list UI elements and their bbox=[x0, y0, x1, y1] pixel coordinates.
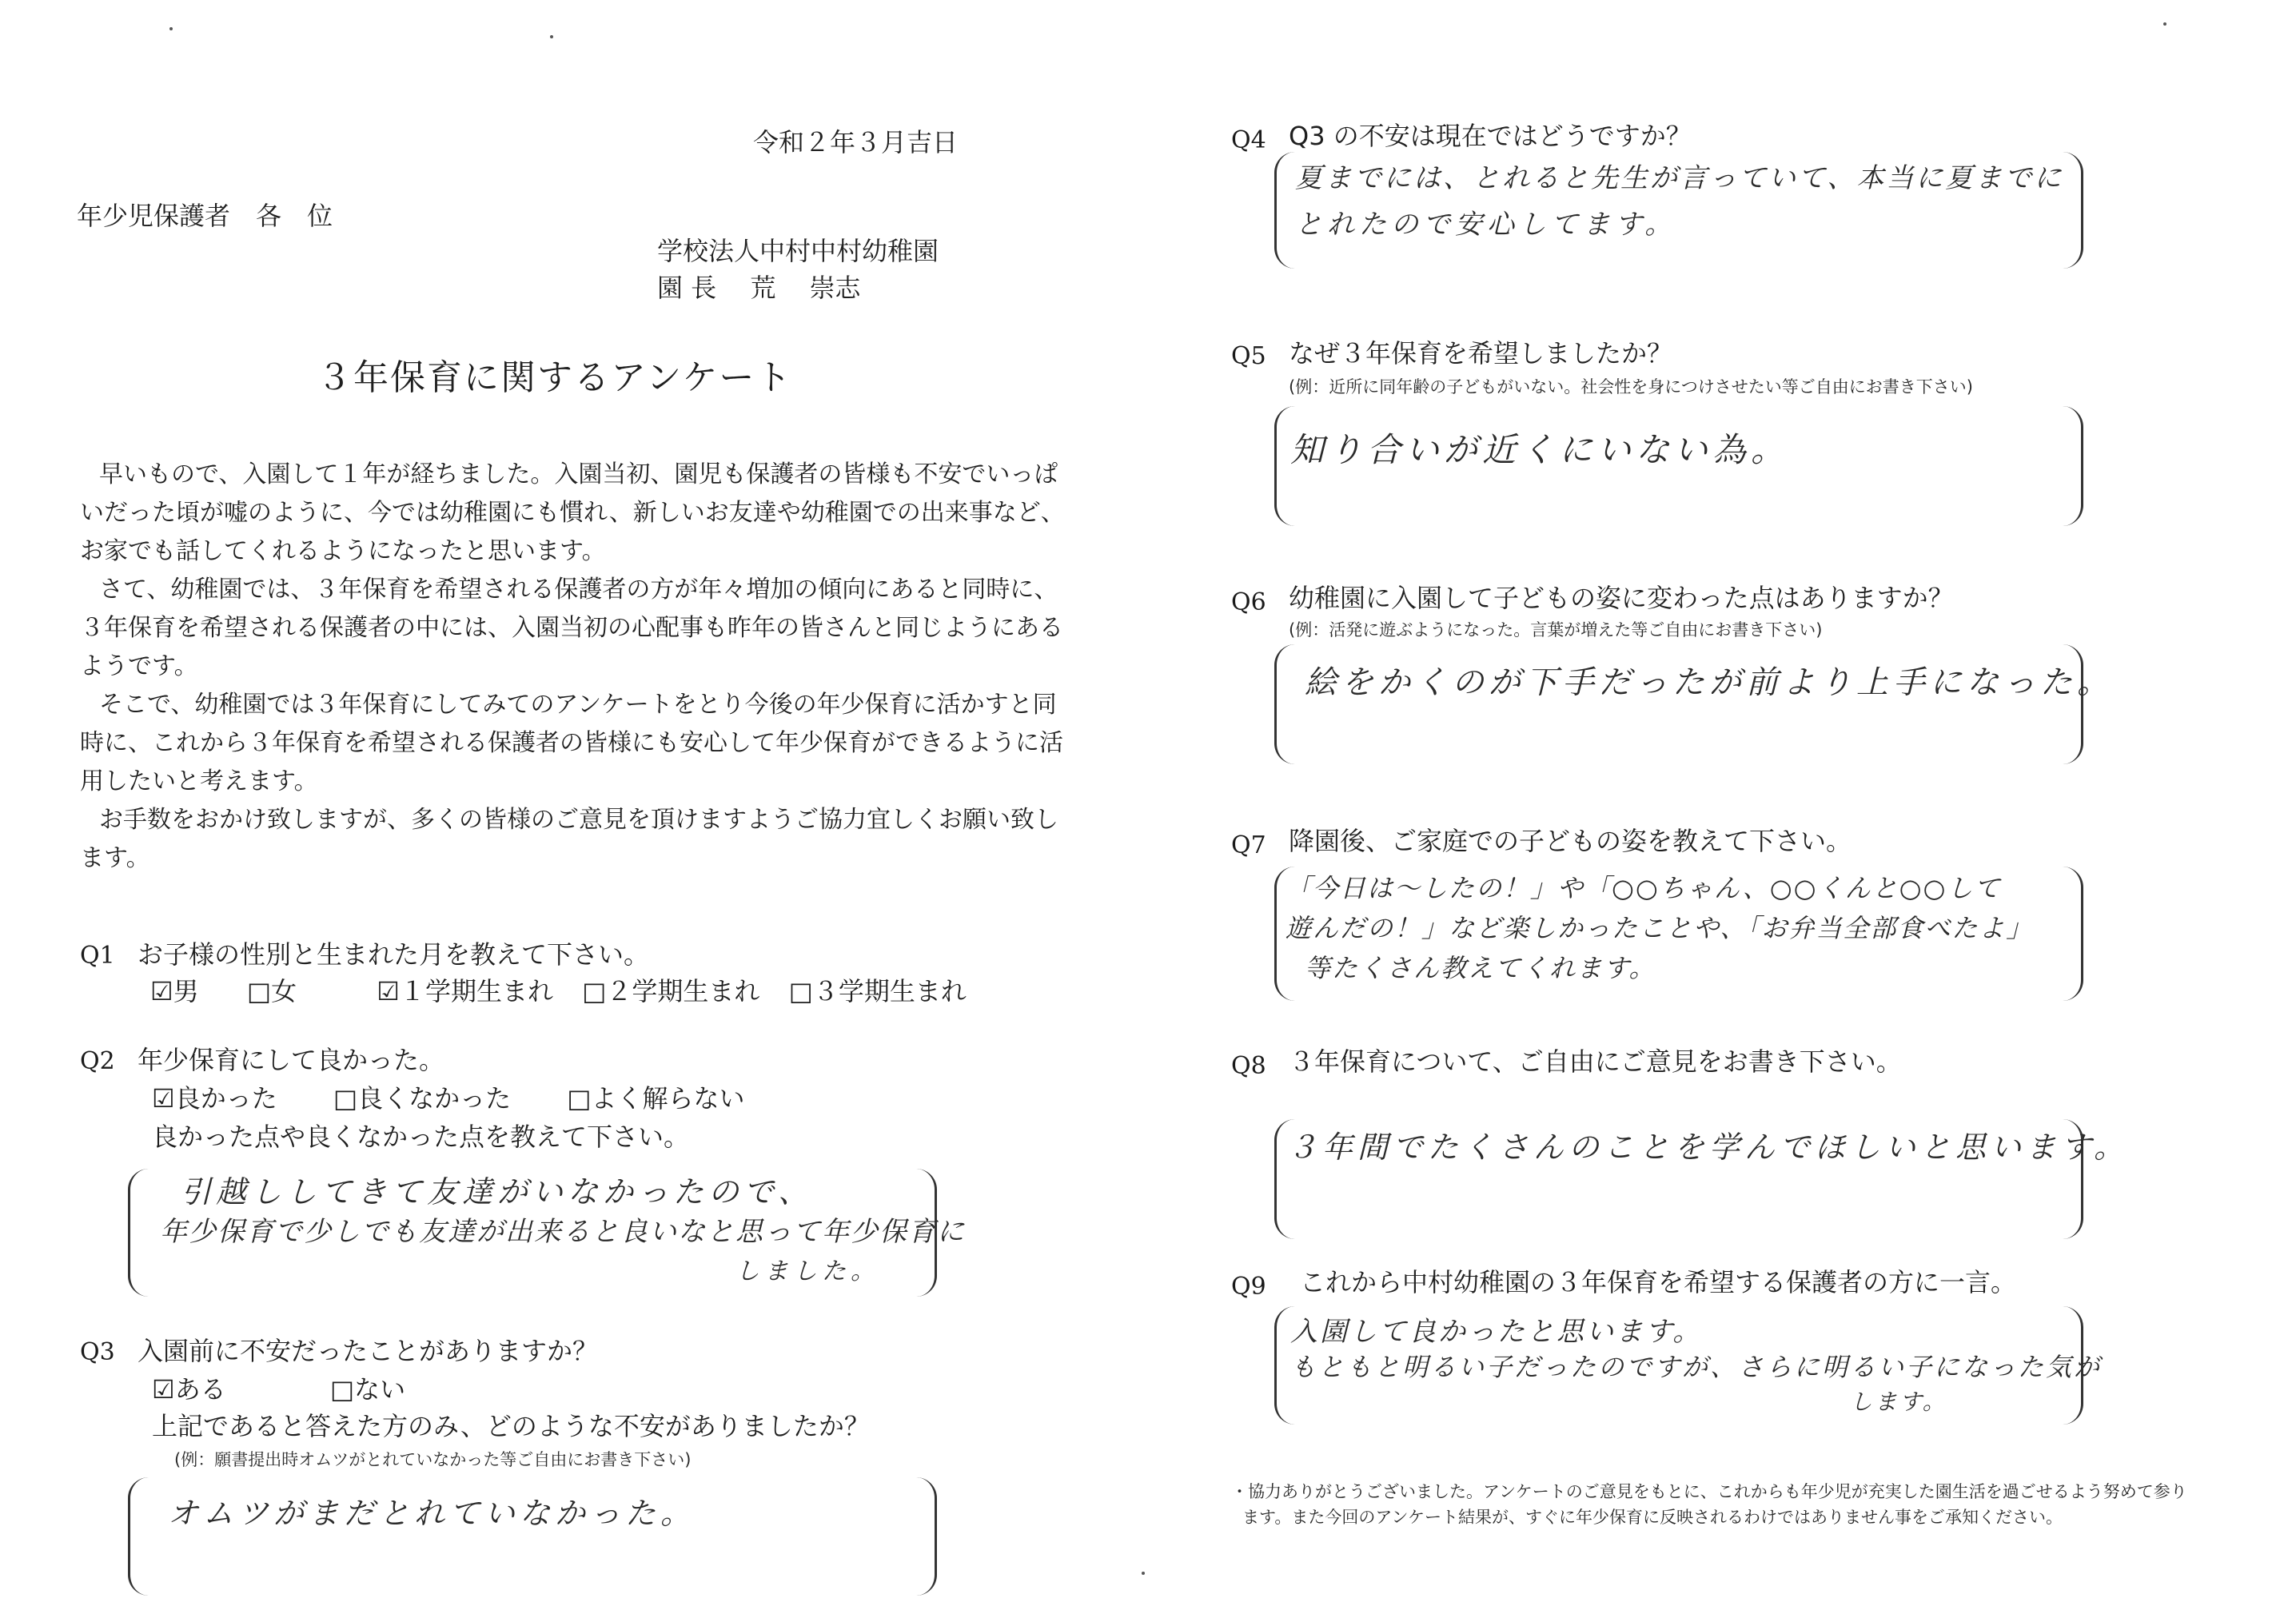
q2-question: 年少保育にして良かった。 bbox=[138, 1045, 445, 1075]
q6-number: Q6 bbox=[1231, 588, 1266, 616]
intro-line: ３年保育を希望される保護者の中には、入園当初の心配事も昨年の皆さんと同じようにある bbox=[80, 614, 1063, 642]
school-name: 学校法人中村中村幼稚園 bbox=[657, 236, 939, 266]
q3-sub-question: 上記であると答えた方のみ、どのような不安がありましたか？ bbox=[152, 1411, 870, 1441]
q1-option-male: ☑男 bbox=[150, 976, 199, 1006]
q3-option-no: □ない bbox=[329, 1374, 406, 1405]
q4-number: Q4 bbox=[1231, 126, 1266, 154]
q9-answer bbox=[1290, 1314, 2102, 1420]
principal-name: 園 長 荒 崇志 bbox=[657, 273, 861, 303]
answer-line: 入園して良かったと思います。 bbox=[1290, 1316, 1703, 1348]
q8-question: ３年保育について、ご自由にご意見をお書き下さい。 bbox=[1289, 1046, 1902, 1077]
date: 令和２年３月吉日 bbox=[753, 127, 959, 157]
q5-number: Q5 bbox=[1231, 342, 1266, 370]
q1-number: Q1 bbox=[80, 942, 115, 970]
answer-line: 「今日は〜したの！」や「○○ちゃん、○○くんと○○して bbox=[1286, 873, 2002, 903]
footer-line: ます。また今回のアンケート結果が、すぐに年少保育に反映されるわけではありません事をご承知ください。 bbox=[1242, 1508, 2063, 1527]
q4-question: Q3 の不安は現在ではどうですか？ bbox=[1289, 121, 1692, 151]
q5-example: (例：近所に同年齢の子どもがいない。社会性を身につけさせたい等ご自由にお書き下さい) bbox=[1289, 377, 1973, 397]
recipient: 年少児保護者 各 位 bbox=[77, 201, 333, 231]
answer-line: 引越ししてきて友達がいなかったので、 bbox=[181, 1174, 814, 1210]
q4-answer bbox=[1295, 155, 2063, 248]
q2-answer bbox=[160, 1172, 966, 1292]
q1-question: お子様の性別と生まれた月を教えて下さい。 bbox=[138, 939, 650, 970]
scan-speck bbox=[1142, 1572, 1145, 1575]
q9-number: Q9 bbox=[1231, 1273, 1266, 1301]
footer-line: ・協力ありがとうございました。アンケートのご意見をもとに、これからも年少児が充実した園生活を過ごせるよう努めて参り bbox=[1231, 1482, 2187, 1501]
intro-line: さて、幼稚園では、３年保育を希望される保護者の方が年々増加の傾向にあると同時に、 bbox=[99, 576, 1058, 604]
scan-speck bbox=[2163, 22, 2166, 26]
scan-speck bbox=[169, 27, 173, 30]
q1-option-term3: □３学期生まれ bbox=[788, 976, 967, 1006]
q9-question: これから中村幼稚園の３年保育を希望する保護者の方に一言。 bbox=[1300, 1267, 2017, 1297]
q1-options bbox=[150, 977, 967, 1006]
footer-note bbox=[1231, 1479, 2187, 1530]
q5-question: なぜ３年保育を希望しましたか？ bbox=[1289, 338, 1673, 369]
answer-line: もともと明るい子だったのですが、さらに明るい子になった気が bbox=[1290, 1352, 2103, 1382]
answer-line: とれたので安心してます。 bbox=[1295, 209, 1677, 241]
q3-option-yes: ☑ある bbox=[152, 1374, 226, 1405]
intro-line: お家でも話してくれるようになったと思います。 bbox=[80, 537, 606, 565]
intro-line: 用したいと考えます。 bbox=[80, 767, 318, 795]
intro-line: いだった頃が嘘のように、今では幼稚園にも慣れ、新しいお友達や幼稚園での出来事など、 bbox=[80, 499, 1065, 527]
q2-option-unsure: □よく解らない bbox=[567, 1083, 745, 1114]
intro-line: お手数をおかけ致しますが、多くの皆様のご意見を頂けますようご協力宜しくお願い致し bbox=[99, 806, 1058, 834]
q5-answer: 知り合いが近くにいない為。 bbox=[1290, 430, 1790, 469]
answer-line: 等たくさん教えてくれます。 bbox=[1305, 953, 1656, 983]
answer-line: 夏までには、とれると先生が言っていて、本当に夏までに bbox=[1295, 162, 2064, 194]
q3-number: Q3 bbox=[80, 1338, 115, 1366]
q2-sub-question: 良かった点や良くなかった点を教えて下さい。 bbox=[152, 1122, 690, 1152]
q8-number: Q8 bbox=[1231, 1052, 1266, 1080]
q3-options bbox=[152, 1375, 405, 1405]
scan-speck bbox=[550, 35, 553, 38]
intro-line: そこで、幼稚園では３年保育にしてみてのアンケートをとり今後の年少保育に活かすと同 bbox=[99, 691, 1057, 719]
page-title: ３年保育に関するアンケート bbox=[317, 357, 793, 398]
q3-answer: オムツがまだとれていなかった。 bbox=[168, 1496, 696, 1531]
intro-line: 時に、これから３年保育を希望される保護者の皆様にも安心して年少保育ができるように活 bbox=[80, 729, 1063, 757]
q1-option-term2: □２学期生まれ bbox=[582, 976, 760, 1006]
answer-line: 年少保育で少しでも友達が出来ると良いなと思って年少保育に bbox=[160, 1216, 966, 1248]
q2-options bbox=[152, 1084, 745, 1114]
q2-number: Q2 bbox=[80, 1047, 115, 1075]
q7-answer bbox=[1286, 868, 2033, 988]
q6-question: 幼稚園に入園して子どもの姿に変わった点はありますか？ bbox=[1289, 583, 1954, 613]
q6-answer: 絵をかくのが下手だったが前より上手になった。 bbox=[1305, 664, 2114, 701]
answer-line: します。 bbox=[1850, 1389, 1947, 1415]
q6-example: (例：活発に遊ぶようになった。言葉が増えた等ご自由にお書き下さい) bbox=[1289, 620, 1823, 640]
intro-line: ます。 bbox=[80, 844, 150, 872]
answer-line: 遊んだの！」など楽しかったことや、「お弁当全部食べたよ」 bbox=[1286, 913, 2034, 943]
intro-line: 早いもので、入園して１年が経ちました。入園当初、園児も保護者の皆様も不安でいっぱ bbox=[99, 460, 1058, 488]
q3-question: 入園前に不安だったことがありますか？ bbox=[138, 1336, 599, 1366]
q7-number: Q7 bbox=[1231, 831, 1266, 859]
q1-option-term1: ☑１学期生まれ bbox=[377, 976, 553, 1006]
q1-option-female: □女 bbox=[246, 976, 297, 1006]
intro-paragraph bbox=[80, 456, 1065, 878]
answer-line: しました。 bbox=[735, 1257, 879, 1285]
q7-question: 降園後、ご家庭での子どもの姿を教えて下さい。 bbox=[1289, 826, 1852, 856]
intro-line: ようです。 bbox=[80, 652, 198, 680]
q8-answer: ３年間でたくさんのことを学んでほしいと思います。 bbox=[1287, 1130, 2129, 1165]
q3-example: (例：願書提出時オムツがとれていなかった等ご自由にお書き下さい) bbox=[174, 1450, 692, 1469]
q2-option-bad: □良くなかった bbox=[333, 1083, 512, 1114]
q2-option-good: ☑良かった bbox=[152, 1083, 277, 1114]
